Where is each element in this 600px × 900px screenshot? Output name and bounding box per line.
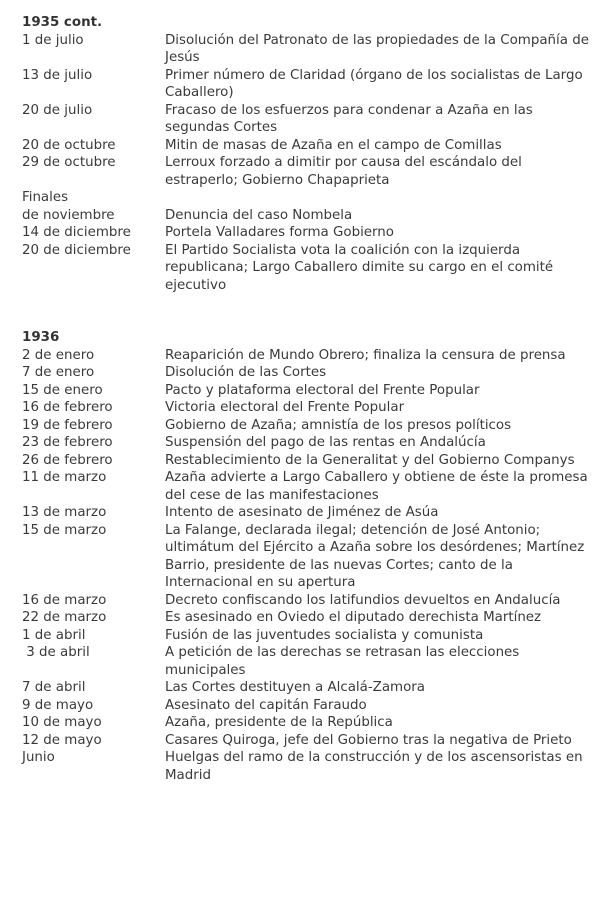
entry-date: 14 de diciembre (22, 225, 131, 240)
timeline-entry (22, 364, 594, 382)
entry-date: 19 de febrero (22, 417, 113, 433)
entry-description: Azaña, presidente de la República (165, 715, 393, 730)
timeline-entry (22, 242, 594, 295)
section-1935 (22, 14, 594, 294)
entry-date: 13 de marzo (22, 505, 107, 520)
entry-date: 22 de marzo (22, 610, 107, 625)
entry-description: Victoria electoral del Frente Popular (165, 400, 405, 415)
timeline-entry (22, 189, 594, 224)
entry-description: Decreto confiscando los latifundios devueltos en Andalucía (165, 592, 561, 608)
entry-date: 9 de mayo (22, 697, 94, 713)
timeline-entry (22, 434, 594, 452)
entry-date: 10 de mayo (22, 715, 102, 730)
entry-date: 23 de febrero (22, 435, 113, 450)
entry-date: 16 de marzo (22, 592, 107, 608)
entry-description: El Partido Socialista vota la coalición con la izquierda republicana; Largo Caballero dimite su cargo en el comité ejecutivo (165, 242, 554, 293)
section-heading: 1935 cont. (22, 15, 103, 30)
entry-date: 1 de abril (22, 627, 86, 643)
entry-date: 29 de octubre (22, 155, 116, 170)
timeline-entry (22, 102, 594, 137)
timeline-entry (22, 469, 594, 504)
entry-description: A petición de las derechas se retrasan las elecciones municipales (165, 645, 520, 678)
timeline-entry (22, 679, 594, 697)
chronology-page (22, 14, 594, 784)
entry-description: Fusión de las juventudes socialista y comunista (165, 627, 484, 643)
entry-description: Asesinato del capitán Faraudo (165, 697, 367, 713)
entry-description: Huelgas del ramo de la construcción y de los ascensoristas en Madrid (165, 750, 583, 783)
entry-description: Portela Valladares forma Gobierno (165, 225, 394, 240)
timeline-entry (22, 399, 594, 417)
entry-list (22, 347, 594, 785)
timeline-entry (22, 452, 594, 470)
entry-description: Suspensión del pago de las rentas en Andalúcía (165, 435, 486, 450)
entry-description: La Falange, declarada ilegal; detención de José Antonio; ultimátum del Ejército a Azaña sobre los desórdenes; Martínez Barrio, presidente de las nuevas Cortes; canto de la Internacional en su apertura (165, 522, 585, 590)
entry-date: 15 de marzo (22, 522, 107, 538)
entry-description: Primer número de Claridad (órgano de los socialistas de Largo Caballero) (165, 67, 583, 100)
entry-list (22, 32, 594, 295)
entry-date: 16 de febrero (22, 400, 113, 415)
entry-description: Denuncia del caso Nombela (165, 207, 353, 223)
timeline-entry (22, 417, 594, 435)
entry-description: Es asesinado en Oviedo el diputado derechista Martínez (165, 610, 542, 625)
entry-description: Pacto y plataforma electoral del Frente Popular (165, 382, 480, 398)
timeline-entry (22, 714, 594, 732)
timeline-entry (22, 627, 594, 645)
entry-date: 20 de octubre (22, 137, 116, 153)
timeline-entry (22, 32, 594, 67)
timeline-entry (22, 644, 594, 679)
entry-description: Las Cortes destituyen a Alcalá-Zamora (165, 680, 425, 695)
timeline-entry (22, 697, 594, 715)
entry-date: 13 de julio (22, 67, 93, 83)
entry-date: Finales de noviembre (22, 190, 115, 223)
timeline-entry (22, 609, 594, 627)
entry-date: 3 de abril (22, 645, 90, 660)
entry-description: Disolución de las Cortes (165, 365, 327, 380)
section-1936 (22, 329, 594, 784)
timeline-entry (22, 592, 594, 610)
timeline-entry (22, 732, 594, 750)
timeline-entry (22, 504, 594, 522)
timeline-entry (22, 347, 594, 365)
entry-description: Fracaso de los esfuerzos para condenar a Azaña en las segundas Cortes (165, 102, 533, 135)
timeline-entry (22, 522, 594, 592)
entry-description: Disolución del Patronato de las propiedades de la Compañía de Jesús (165, 32, 589, 65)
timeline-entry (22, 137, 594, 155)
entry-description: Gobierno de Azaña; amnistía de los presos políticos (165, 417, 512, 433)
entry-date: 7 de abril (22, 680, 86, 695)
entry-description: Casares Quiroga, jefe del Gobierno tras la negativa de Prieto (165, 732, 572, 748)
entry-description: Reaparición de Mundo Obrero; finaliza la censura de prensa (165, 347, 566, 363)
entry-date: 7 de enero (22, 365, 95, 380)
timeline-entry (22, 749, 594, 784)
entry-description: Mitin de masas de Azaña en el campo de Comillas (165, 137, 502, 153)
timeline-entry (22, 382, 594, 400)
entry-description: Restablecimiento de la Generalitat y del Gobierno Companys (165, 452, 575, 468)
entry-date: 26 de febrero (22, 452, 113, 468)
entry-description: Azaña advierte a Largo Caballero y obtiene de éste la promesa del cese de las manifestaciones (165, 470, 588, 503)
entry-date: 1 de julio (22, 32, 84, 48)
entry-description: Lerroux forzado a dimitir por causa del escándalo del estraperlo; Gobierno Chapaprieta (165, 155, 522, 188)
timeline-entry (22, 67, 594, 102)
entry-date: 15 de enero (22, 382, 103, 398)
entry-date: 20 de julio (22, 102, 93, 118)
entry-date: 2 de enero (22, 347, 95, 363)
timeline-entry (22, 154, 594, 189)
entry-date: Junio (22, 750, 55, 765)
entry-date: 12 de mayo (22, 732, 102, 748)
timeline-entry (22, 224, 594, 242)
entry-date: 11 de marzo (22, 470, 107, 485)
entry-date: 20 de diciembre (22, 242, 131, 258)
section-heading: 1936 (22, 330, 60, 345)
entry-description: Intento de asesinato de Jiménez de Asúa (165, 505, 439, 520)
